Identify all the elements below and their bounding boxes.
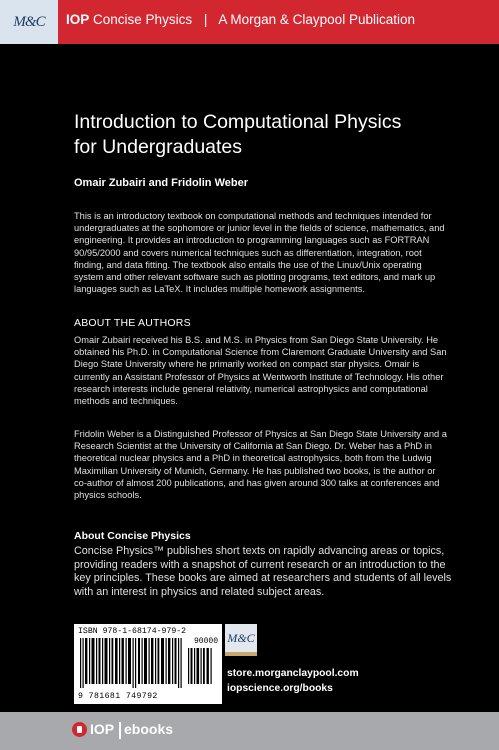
series-title [66,12,415,27]
logo-text: M&C [13,13,45,30]
bio-omair-zubairi: Omair Zubairi received his B.S. and M.S. in Physics from San Diego State University. He obtained his Ph.D. in Computational Science from Claremont Graduate University and San Diego State University where he primarily worked on compact star physics. Omair is currently an Assistant Professor of Physics at Wentworth Institute of Technology. His other research interests include general relativity, numerical astrophysics and computational methods and techniques. [74,335,447,407]
series-label: Concise Physics [93,12,193,27]
footer-bar [0,712,499,750]
about-concise-heading: About Concise Physics [74,530,191,542]
about-concise-text: Concise Physics™ publishes short texts on rapidly advancing areas or topics, providing readers with a snapshot of current research or an introduction to the key principles. These books are aimed at researchers and students of all levels with an interest in physics and related subject areas. [74,545,452,598]
morgan-claypool-logo [0,0,58,44]
title-line-2: for Undergraduates [74,136,243,158]
isbn-label: ISBN 978-1-68174-979-2 [78,627,187,636]
book-description: This is an introductory textbook on computational methods and techniques intended for undergraduates at the sophomore or junior level in the fields of science, mathematics, and engineering. It provides an introduction to programming languages such as FORTRAN 90/95/2000 and covers numerical techniques such as differentiation, integration, root finding, and data fitting. The textbook also entails the use of the Linux/Unix operating system and other relevant software such as plotting programs, text editors, and mark up languages such as LaTeX. It includes multiple homework assignments. [74,211,445,295]
footer-ebooks-label: ebooks [124,721,174,737]
publisher-logo-strip [225,652,257,656]
book-authors: Omair Zubairi and Fridolin Weber [74,177,248,189]
book-title [74,110,434,160]
isbn-barcode [74,624,222,704]
separator: | [203,12,208,27]
price-code: 90000 [193,637,218,646]
store-link[interactable]: store.morganclaypool.com [227,668,359,679]
publisher-logo-text: M&C [227,630,255,645]
top-banner [0,0,499,44]
about-authors-heading: ABOUT THE AUTHORS [74,317,191,329]
iopscience-link[interactable]: iopscience.org/books [227,683,333,694]
ean-number: 9 781681 749792 [78,692,158,701]
publisher-logo [225,624,257,652]
footer-divider [119,722,121,739]
bio-fridolin-weber: Fridolin Weber is a Distinguished Professor of Physics at San Diego State University and a Research Scientist at the University of California at San Diego. Dr. Weber has a PhD in theoretical nuclear physics and a PhD in theoretical astrophysics, both from the Ludwig Maximilian University of Munich, Germany. He has published two books, is the author or co-author of almost 200 publications, and has given around 300 talks at conferences and physics schools. [74,429,447,501]
iop-logo-icon [72,722,87,737]
iop-label: IOP [66,12,90,27]
footer-iop-label: IOP [90,721,115,737]
publisher-label: A Morgan & Claypool Publication [218,12,415,27]
title-line-1: Introduction to Computational Physics [74,111,402,133]
